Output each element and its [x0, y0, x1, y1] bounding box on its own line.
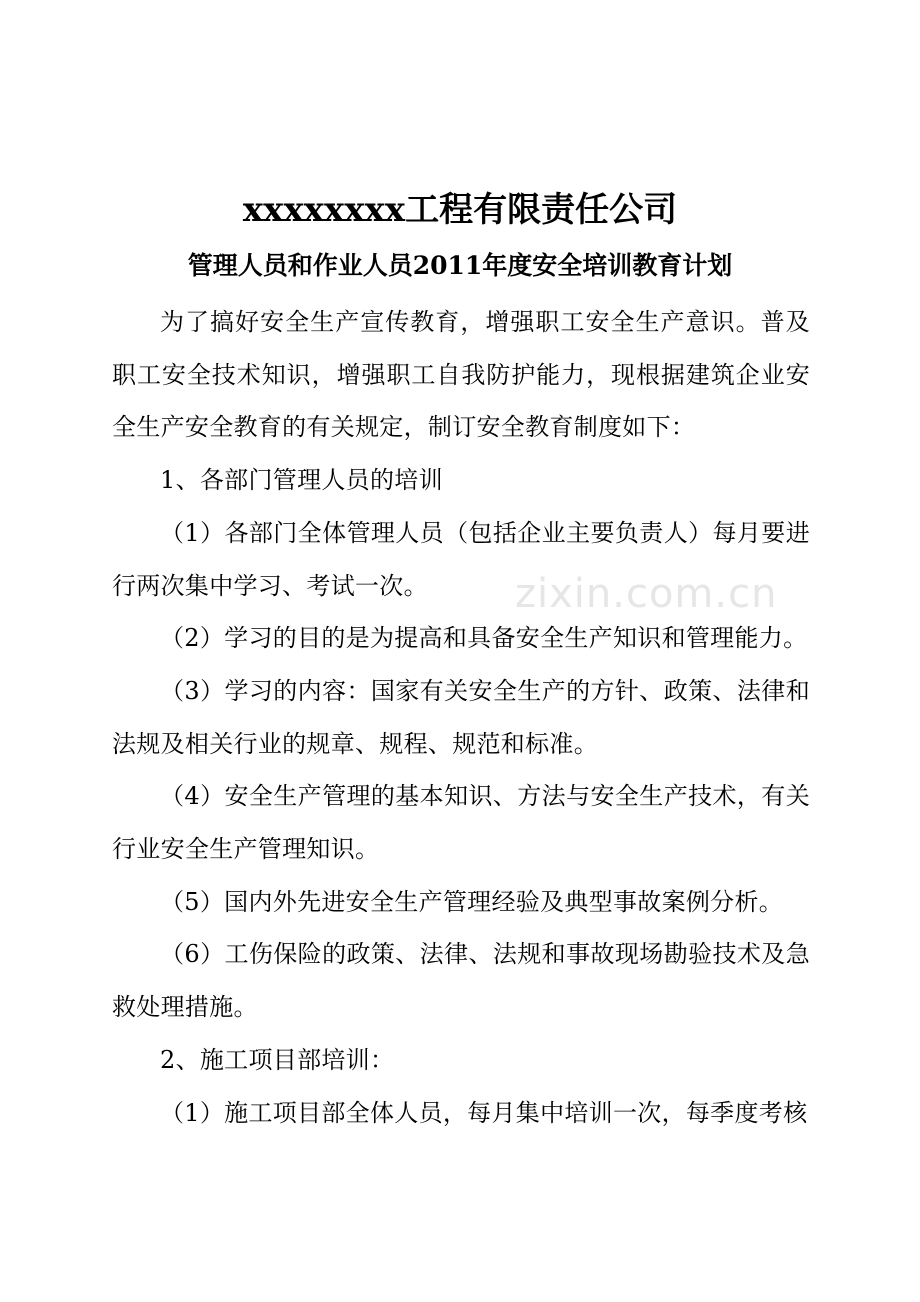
list-item: （6）工伤保险的政策、法律、法规和事故现场勘验技术及急救处理措施。	[112, 940, 810, 1022]
watermark: zixin.com.cn	[515, 571, 778, 617]
company-title: xxxxxxxx工程有限责任公司	[242, 190, 678, 230]
list-item: （1）施工项目部全体人员，每月集中培训一次，每季度考核	[160, 1098, 808, 1127]
section-heading-2: 2、施工项目部培训：	[160, 1045, 395, 1074]
list-item: （2）学习的目的是为提高和具备安全生产知识和管理能力。	[160, 624, 808, 653]
document-body	[112, 296, 810, 1139]
list-item: （3）学习的内容：国家有关安全生产的方针、政策、法律和法规及相关行业的规章、规程、规范和标准。	[112, 676, 810, 758]
list-item: （5）国内外先进安全生产管理经验及典型事故案例分析。	[160, 887, 784, 916]
plan-subtitle: 管理人员和作业人员2011年度安全培训教育计划	[187, 251, 733, 280]
list-item: （1）各部门全体管理人员（包括企业主要负责人）每月要进行两次集中学习、考试一次。	[112, 518, 810, 600]
section-heading-1: 1、各部门管理人员的培训	[160, 466, 443, 495]
intro-paragraph: 为了搞好安全生产宣传教育，增强职工安全生产意识。普及职工安全技术知识，增强职工自我防护能力，现根据建筑企业安全生产安全教育的有关规定，制订安全教育制度如下：	[112, 308, 810, 442]
list-item: （4）安全生产管理的基本知识、方法与安全生产技术，有关行业安全生产管理知识。	[112, 782, 810, 864]
